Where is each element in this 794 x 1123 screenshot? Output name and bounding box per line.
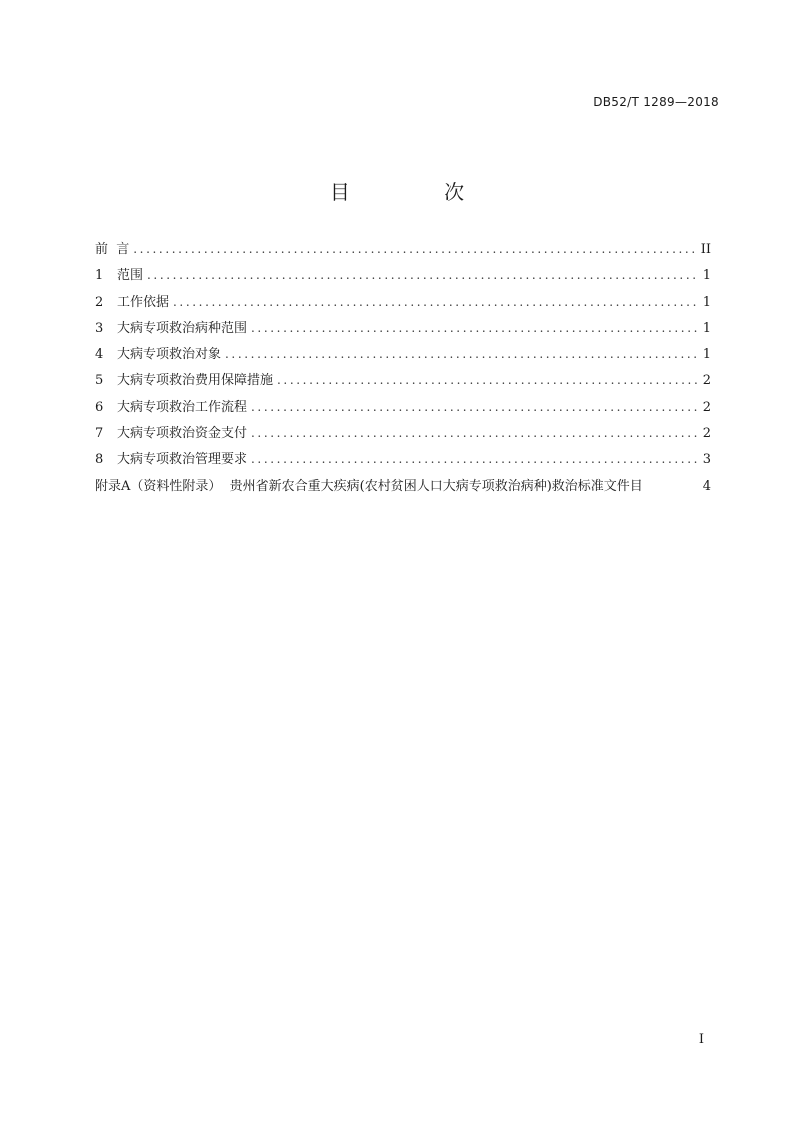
toc-entry-6[interactable] [95,396,711,422]
toc-entry-label: 大病专项救治管理要求 [117,452,248,468]
toc-entry-number: 6 [95,399,104,415]
toc-entry-label: 前 言 [95,242,130,257]
dot-leader [251,321,697,335]
toc-entry-page: 2 [702,426,711,442]
dot-leader [251,426,697,440]
toc-entry-label: 大病专项救治对象 [117,347,222,363]
dot-leader [251,452,697,466]
dot-leader [147,268,697,282]
toc-entry-page: 4 [702,478,711,494]
toc-entry-label: 附录A（资料性附录） 贵州省新农合重大疾病(农村贫困人口大病专项救治病种)救治标准文件目 [95,478,643,494]
toc-entry-number: 4 [95,347,104,363]
toc-entry-5[interactable] [95,369,711,395]
toc-entry-number: 1 [95,268,104,284]
toc-entry-number: 5 [95,373,104,389]
page-title: 目 次 [329,180,509,204]
toc-entry-label: 大病专项救治费用保障措施 [117,373,274,389]
toc-entry-page: 1 [702,320,711,336]
document-code: DB52/T 1289—2018 [593,95,719,109]
dot-leader [173,295,697,309]
toc-entry-label: 工作依据 [117,294,170,310]
toc-entry-7[interactable] [95,422,711,448]
toc-entry-page: II [700,242,711,257]
toc-entry-label: 范围 [117,268,144,284]
toc-entry-number: 2 [95,294,104,310]
toc-entry-8[interactable] [95,448,711,474]
toc-entry-page: 1 [702,268,711,284]
toc-entry-4[interactable] [95,343,711,369]
toc-entry-page: 1 [702,294,711,310]
toc-entry-label: 大病专项救治病种范围 [117,320,248,336]
toc-entry-number: 8 [95,452,104,468]
toc-entry-2[interactable] [95,291,711,317]
toc-entry-page: 2 [702,373,711,389]
toc-entry-appendix-a[interactable] [95,475,711,501]
dot-leader [251,400,697,414]
table-of-contents [95,238,711,501]
toc-entry-foreword[interactable] [95,238,711,264]
toc-entry-page: 1 [702,347,711,363]
toc-entry-label: 大病专项救治资金支付 [117,426,248,442]
page-number: I [698,1032,704,1047]
dot-leader [277,373,697,387]
toc-entry-page: 2 [702,399,711,415]
toc-entry-number: 3 [95,320,104,336]
toc-entry-label: 大病专项救治工作流程 [117,399,248,415]
toc-entry-3[interactable] [95,317,711,343]
dot-leader [133,242,696,256]
toc-entry-1[interactable] [95,264,711,290]
toc-entry-page: 3 [702,452,711,468]
toc-entry-number: 7 [95,426,104,442]
dot-leader [225,347,697,361]
